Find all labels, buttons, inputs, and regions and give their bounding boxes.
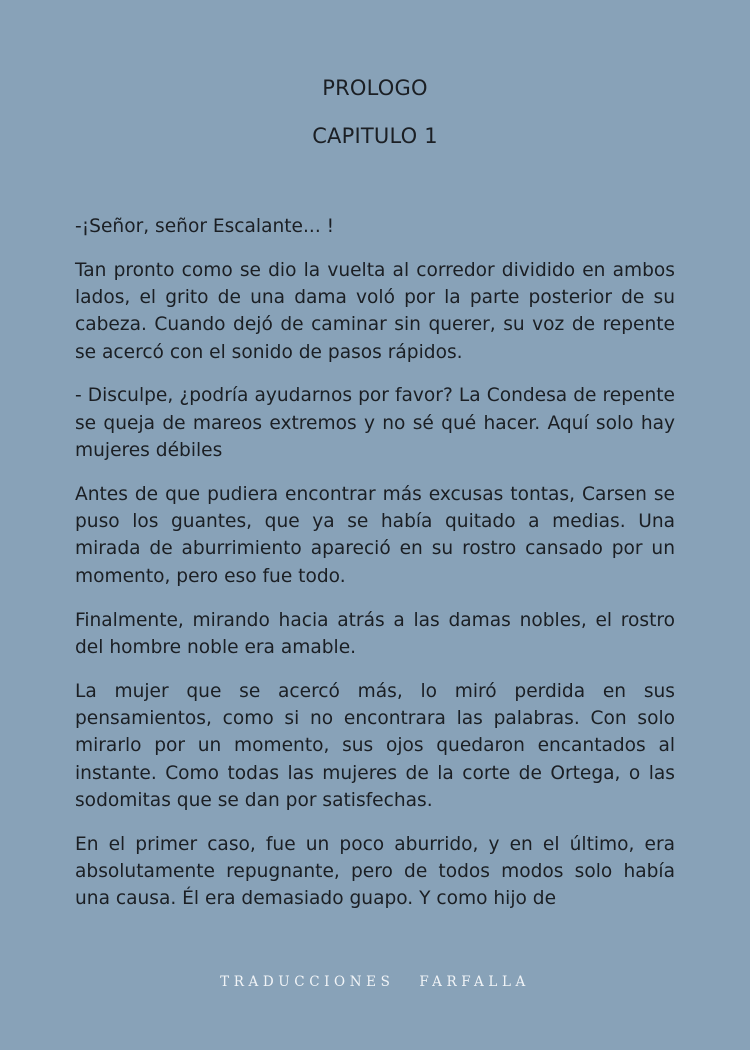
paragraph: Tan pronto como se dio la vuelta al corredor dividido en ambos lados, el grito de una dama voló por la parte posterior de su cabeza. Cuando dejó de caminar sin querer, su voz de repente se acercó con el sonido de pasos rápidos. <box>75 259 675 363</box>
footer-credit: TRADUCCIONES FARFALLA <box>220 974 530 990</box>
paragraph: Antes de que pudiera encontrar más excusas tontas, Carsen se puso los guantes, que ya se había quitado a medias. Una mirada de aburrimiento apareció en su rostro cansado por un momento, pero eso fue todo. <box>75 483 675 587</box>
paragraph: En el primer caso, fue un poco aburrido, y en el último, era absolutamente repugnante, pero de todos modos solo había una causa. Él era demasiado guapo. Y como hijo de <box>75 833 675 910</box>
paragraph: -¡Señor, señor Escalante... ! <box>75 216 335 237</box>
chapter-heading: CAPITULO 1 <box>312 124 438 148</box>
paragraph: - Disculpe, ¿podría ayudarnos por favor? La Condesa de repente se queja de mareos extremos y no sé qué hacer. Aquí solo hay mujeres débiles <box>75 385 675 462</box>
paragraph: Finalmente, mirando hacia atrás a las damas nobles, el rostro del hombre noble era amable. <box>75 609 675 658</box>
chapter-body <box>75 213 675 929</box>
paragraph: La mujer que se acercó más, lo miró perdida en sus pensamientos, como si no encontrara las palabras. Con solo mirarlo por un momento, sus ojos quedaron encantados al instante. Como todas las mujeres de la corte de Ortega, o las sodomitas que se dan por satisfechas. <box>75 680 675 811</box>
prologue-heading: PROLOGO <box>322 76 428 100</box>
